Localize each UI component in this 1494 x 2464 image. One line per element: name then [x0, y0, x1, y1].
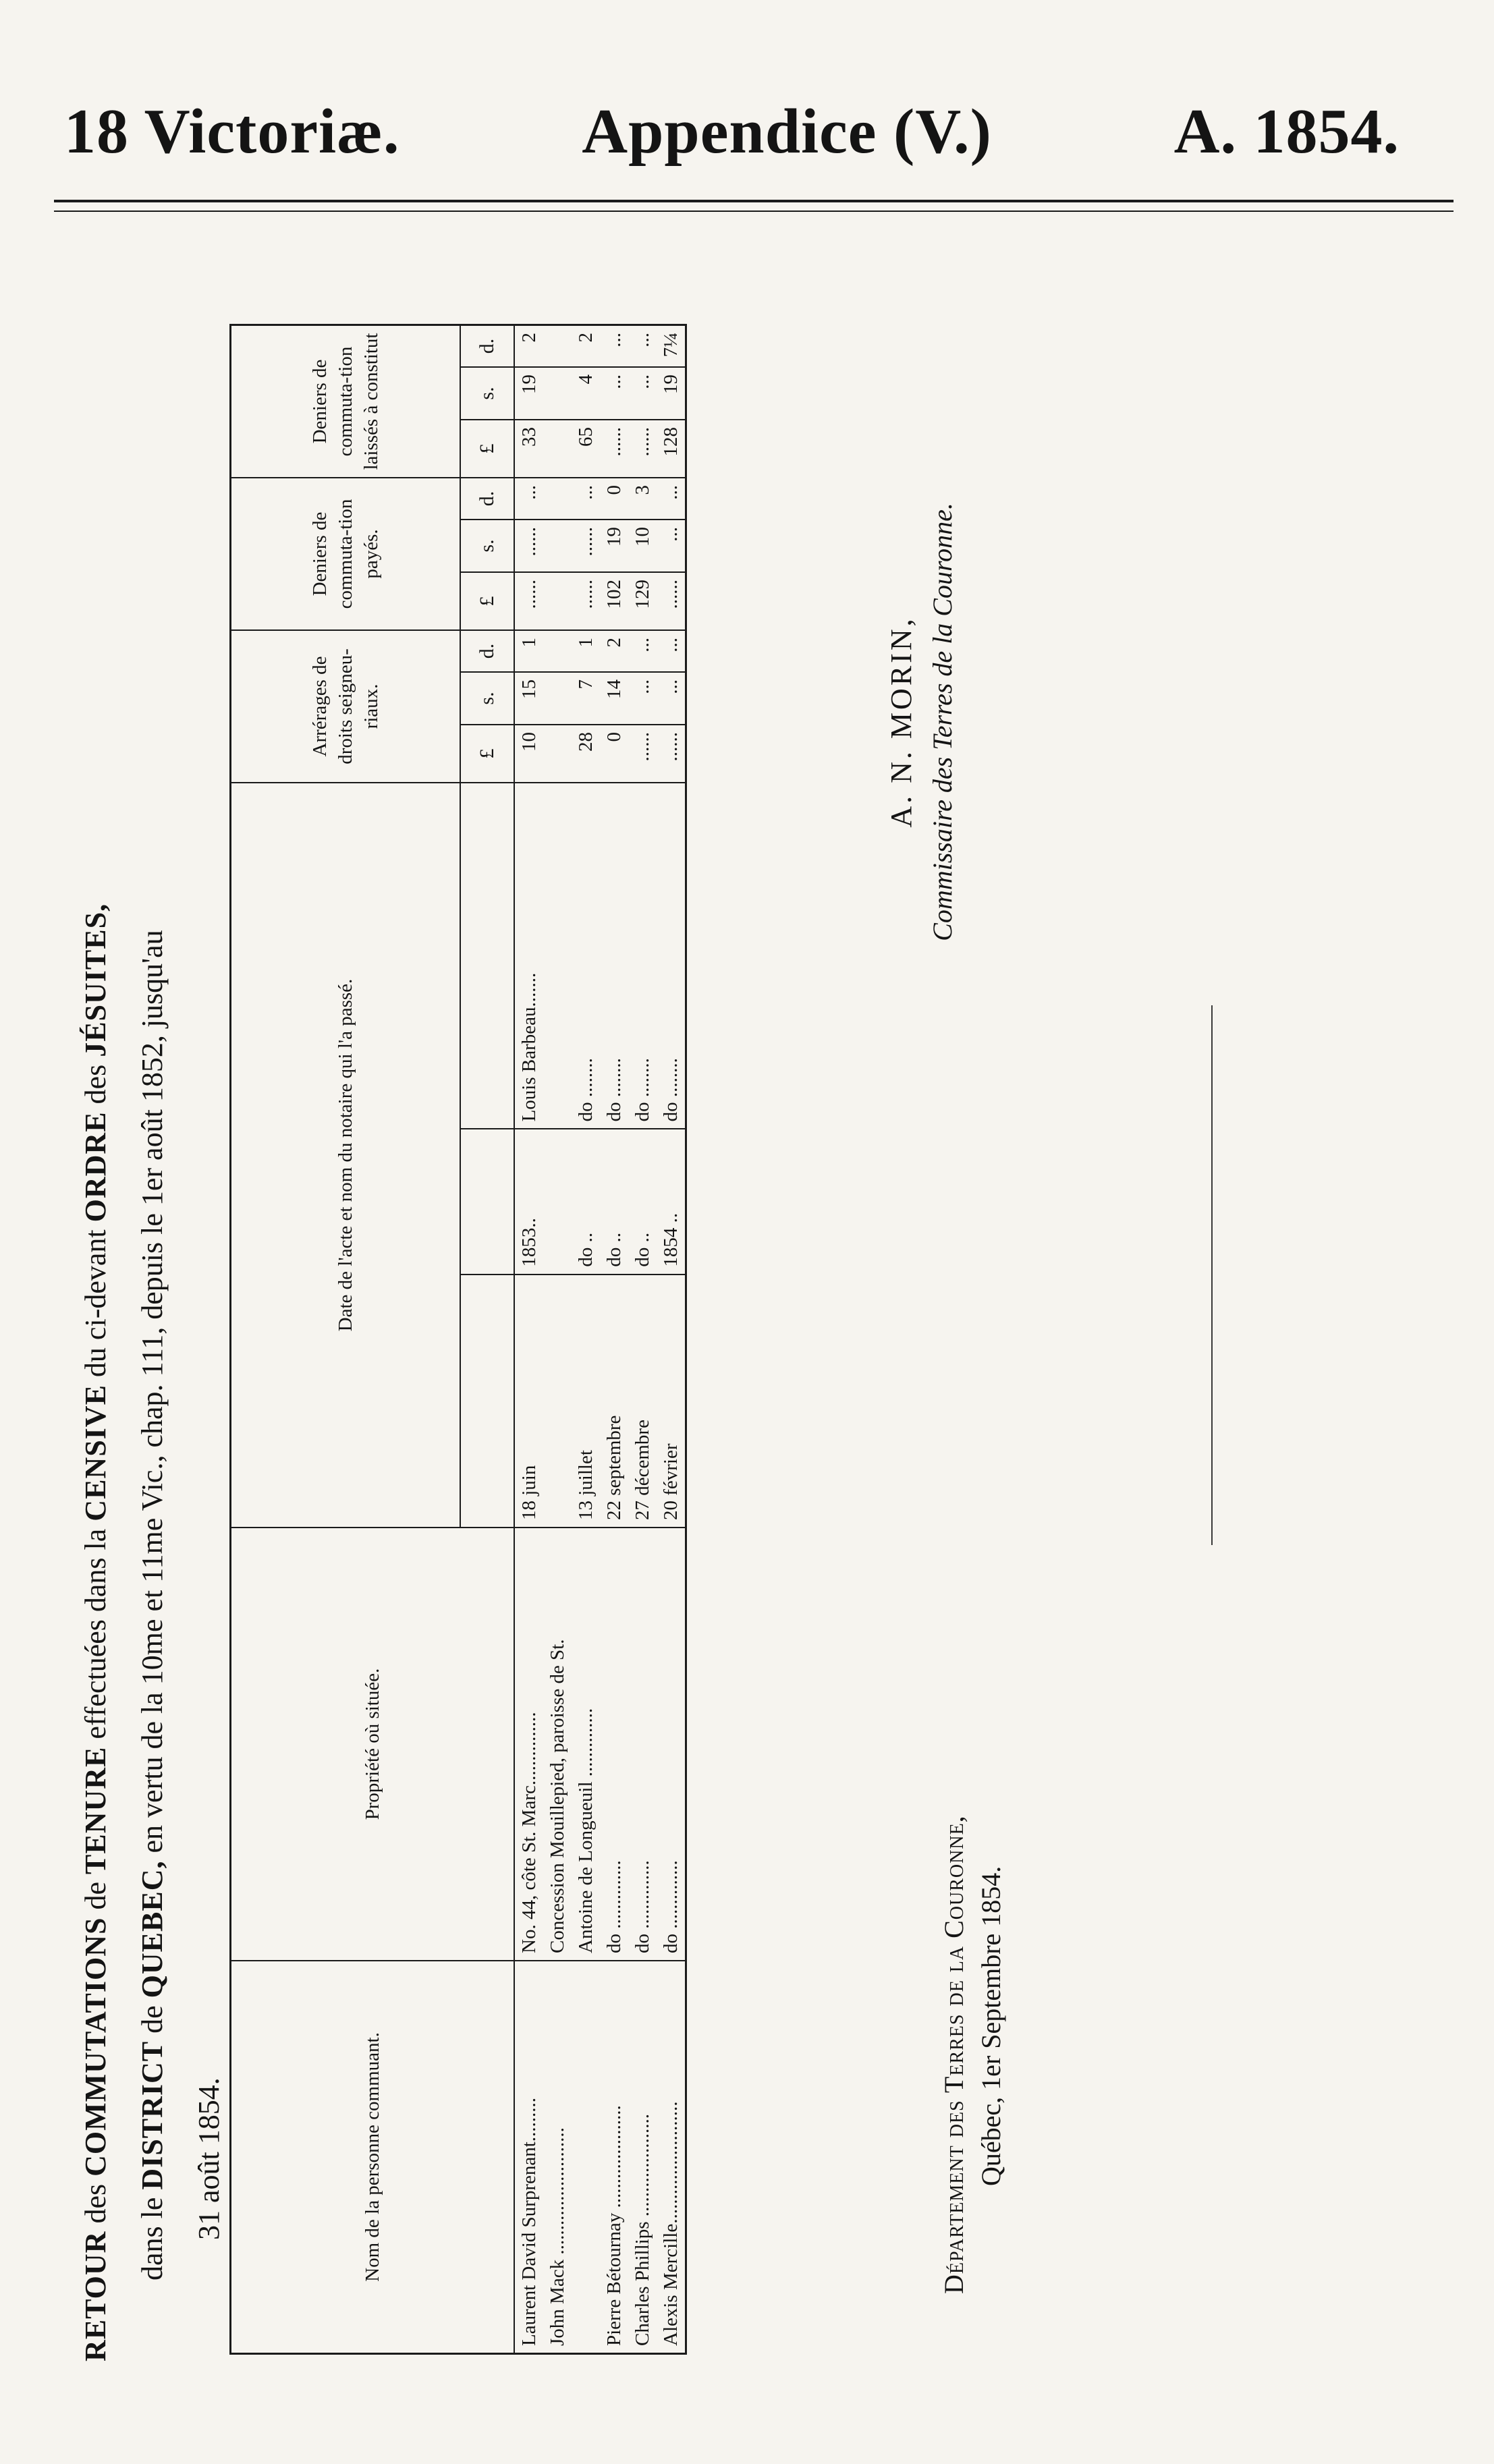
cell-propriete: do .............. [600, 1528, 628, 1961]
cell-lai-s: ... [600, 367, 628, 420]
title-word: des [79, 1057, 112, 1112]
cell-arr-s: ... [657, 672, 686, 725]
commutations-table [229, 324, 687, 2355]
department-name: Département des Terres de la Couronne, [939, 1815, 969, 2294]
cell-arr-d: 1 [572, 630, 600, 672]
cell-notaire: do ........ [572, 783, 600, 1129]
document-title [67, 310, 238, 2361]
table-row [514, 325, 543, 2354]
title-word: en vertu de la 10me et 11me Vic., chap. 111, depuis le 1er août 1852, jusqu'au [136, 930, 169, 1861]
title-word: de [136, 1998, 169, 2041]
header-session: 18 Victoriæ. [64, 96, 400, 167]
cell-arr-l: 10 [514, 725, 543, 783]
unit-pence: d. [460, 630, 514, 672]
col-laisses-header: Deniers de commuta-tion laissés à constitut [231, 325, 461, 478]
cell-pay-s [543, 520, 572, 572]
cell-date-annee: do .. [600, 1129, 628, 1274]
cell-arr-l [543, 725, 572, 783]
cell-date-jour: 27 décembre [628, 1275, 657, 1528]
title-word: QUEBEC, [136, 1860, 169, 1998]
cell-notaire: Louis Barbeau....... [514, 783, 543, 1129]
title-word: effectuées dans la [79, 1521, 112, 1747]
cell-date-annee [543, 1129, 572, 1274]
cell-lai-l: ...... [628, 420, 657, 478]
title-word: CENSIVE [79, 1384, 112, 1521]
cell-pay-l [543, 572, 572, 630]
cell-propriete: do .............. [657, 1528, 686, 1961]
cell-date-jour: 18 juin [514, 1275, 543, 1528]
cell-nom: Pierre Bétournay ..................... [600, 1961, 628, 2354]
cell-pay-l: 129 [628, 572, 657, 630]
cell-pay-d: 0 [600, 478, 628, 520]
cell-arr-l: 28 [572, 725, 600, 783]
cell-arr-l: ...... [628, 725, 657, 783]
cell-lai-s: 19 [514, 367, 543, 420]
cell-lai-d: 7¼ [657, 325, 686, 368]
table-row [543, 325, 572, 2354]
title-word: ORDRE [79, 1111, 112, 1223]
unit-pound: £ [460, 420, 514, 478]
unit-shilling: s. [460, 672, 514, 725]
cell-propriete: do .............. [628, 1528, 657, 1961]
cell-arr-s: 15 [514, 672, 543, 725]
title-word: du ci-devant [79, 1222, 112, 1385]
cell-lai-d: ... [628, 325, 657, 368]
cell-lai-s: ... [628, 367, 657, 420]
cell-arr-d: ... [628, 630, 657, 672]
rotated-content [61, 277, 1458, 2402]
cell-date-annee: do .. [572, 1129, 600, 1274]
cell-pay-l: ...... [657, 572, 686, 630]
cell-date-jour: 22 septembre [600, 1275, 628, 1528]
unit-blank [460, 1129, 514, 1274]
cell-notaire: do ........ [657, 783, 686, 1129]
title-word: JÉSUITES, [79, 903, 112, 1057]
cell-arr-s: ... [628, 672, 657, 725]
cell-lai-s: 19 [657, 367, 686, 420]
table-row [657, 325, 686, 2354]
cell-pay-s: 19 [600, 520, 628, 572]
col-propriete-header: Propriété où située. [231, 1528, 515, 1961]
title-word: RETOUR [79, 2231, 112, 2361]
unit-shilling: s. [460, 367, 514, 420]
department-date: Québec, 1er Septembre 1854. [976, 1866, 1006, 2186]
cell-date-jour: 20 février [657, 1275, 686, 1528]
title-word: de [79, 1874, 112, 1917]
cell-pay-l: ...... [572, 572, 600, 630]
cell-pay-d [543, 478, 572, 520]
unit-shilling: s. [460, 520, 514, 572]
table-row [572, 325, 600, 2354]
cell-pay-d: 3 [628, 478, 657, 520]
cell-pay-d: ... [572, 478, 600, 520]
cell-notaire: do ........ [600, 783, 628, 1129]
cell-nom: Alexis Mercille......................... [657, 1961, 686, 2354]
cell-nom: John Mack .......................... [543, 1961, 572, 2354]
cell-propriete: Antoine de Longueuil .............. [572, 1528, 600, 1961]
cell-propriete: Concession Mouillepied, paroisse de St. [543, 1528, 572, 1961]
cell-date-jour: 13 juillet [572, 1275, 600, 1528]
table-row [600, 325, 628, 2354]
cell-lai-l [543, 420, 572, 478]
cell-arr-l: 0 [600, 725, 628, 783]
title-line-3: 31 août 1854. [192, 2077, 225, 2240]
cell-pay-s: ...... [514, 520, 543, 572]
department-block [938, 1349, 1007, 2294]
cell-lai-l: ...... [600, 420, 628, 478]
cell-date-jour [543, 1275, 572, 1528]
cell-pay-l: 102 [600, 572, 628, 630]
header-rule-thick [54, 200, 1454, 202]
title-word: des [79, 2176, 112, 2231]
unit-pence: d. [460, 325, 514, 368]
cell-pay-s: ... [657, 520, 686, 572]
cell-arr-d: 1 [514, 630, 543, 672]
cell-lai-d [543, 325, 572, 368]
cell-lai-d: 2 [572, 325, 600, 368]
cell-lai-l: 33 [514, 420, 543, 478]
title-word: DISTRICT [136, 2040, 169, 2190]
cell-lai-s [543, 367, 572, 420]
cell-pay-d: ... [657, 478, 686, 520]
signatory-role: Commissaire des Terres de la Couronne. [927, 503, 958, 941]
unit-blank [460, 783, 514, 1129]
cell-arr-s: 7 [572, 672, 600, 725]
closing-rule [1211, 1005, 1218, 1545]
title-word: COMMUTATIONS [79, 1917, 112, 2177]
page-header [64, 81, 1400, 182]
cell-arr-l: ...... [657, 725, 686, 783]
cell-pay-l: ...... [514, 572, 543, 630]
signature-block [884, 385, 958, 1059]
cell-lai-l: 65 [572, 420, 600, 478]
cell-nom: Charles Phillips ..................... [628, 1961, 657, 2354]
unit-pence: d. [460, 478, 514, 520]
header-rule-thin [54, 211, 1454, 212]
col-arrerages-header: Arrérages de droits seigneu-riaux. [231, 630, 461, 783]
table-row [628, 325, 657, 2354]
header-year: A. 1854. [1173, 96, 1400, 167]
cell-pay-d: ... [514, 478, 543, 520]
cell-arr-d: 2 [600, 630, 628, 672]
cell-lai-l: 128 [657, 420, 686, 478]
title-line-1 [79, 903, 112, 2361]
cell-nom [572, 1961, 600, 2354]
title-word: TENURE [79, 1746, 112, 1874]
cell-nom: Laurent David Surprenant......... [514, 1961, 543, 2354]
cell-lai-d: ... [600, 325, 628, 368]
header-appendix: Appendice (V.) [582, 96, 992, 167]
cell-date-annee: do .. [628, 1129, 657, 1274]
cell-pay-s: 10 [628, 520, 657, 572]
unit-pound: £ [460, 572, 514, 630]
cell-lai-s: 4 [572, 367, 600, 420]
signatory-name: A. N. MORIN, [885, 616, 918, 828]
col-payes-header: Deniers de commuta-tion payés. [231, 478, 461, 630]
cell-lai-d: 2 [514, 325, 543, 368]
title-word: dans le [136, 2189, 169, 2280]
cell-notaire [543, 783, 572, 1129]
cell-propriete: No. 44, côte St. Marc............... [514, 1528, 543, 1961]
cell-arr-s [543, 672, 572, 725]
cell-arr-d: ... [657, 630, 686, 672]
cell-notaire: do ........ [628, 783, 657, 1129]
cell-date-annee: 1853.. [514, 1129, 543, 1274]
col-date-header: Date de l'acte et nom du notaire qui l'a passé. [231, 783, 461, 1528]
cell-date-annee: 1854 .. [657, 1129, 686, 1274]
col-nom-header: Nom de la personne commuant. [231, 1961, 515, 2354]
title-line-2 [124, 310, 181, 2361]
unit-pound: £ [460, 725, 514, 783]
cell-pay-s: ...... [572, 520, 600, 572]
unit-blank [460, 1275, 514, 1528]
cell-arr-d [543, 630, 572, 672]
cell-arr-s: 14 [600, 672, 628, 725]
